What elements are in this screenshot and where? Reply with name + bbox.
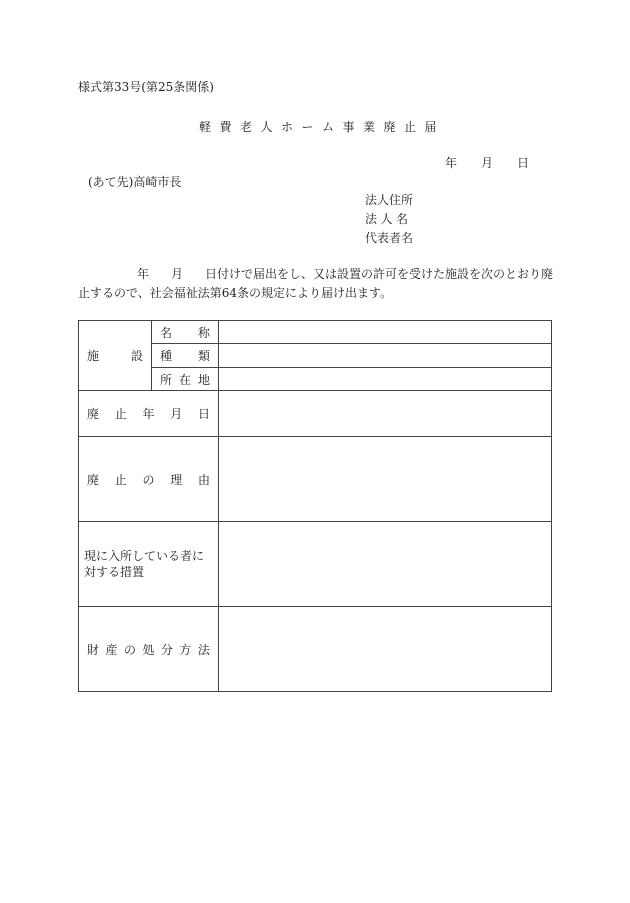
date-month: 月 <box>481 156 494 170</box>
property-label: 財 産 の 処 分 方 法 <box>87 642 210 657</box>
measures-field[interactable] <box>219 522 552 607</box>
statement-line-2: 止するので、社会福祉法第64条の規定により届け出ます。 <box>78 286 393 300</box>
facility-location-label-cell <box>152 368 219 391</box>
table-row <box>79 607 552 692</box>
date-line <box>445 156 529 170</box>
facility-name-field[interactable] <box>219 321 552 344</box>
abolition-date-label: 廃 止 年 月 日 <box>87 407 210 421</box>
form-number: 様式第33号(第25条関係) <box>78 80 214 94</box>
property-label-cell <box>79 607 219 692</box>
applicant-name-label: 法人名 <box>365 212 412 226</box>
table-row <box>79 391 552 437</box>
details-table <box>78 320 552 692</box>
facility-type-field[interactable] <box>219 344 552 368</box>
facility-location-label: 所 在 地 <box>160 372 210 387</box>
document-title: 軽費老人ホーム事業廃止届 <box>199 120 446 134</box>
facility-location-field[interactable] <box>219 368 552 391</box>
facility-label: 施 設 <box>87 349 143 363</box>
date-year: 年 <box>445 156 458 170</box>
facility-type-label-cell <box>152 344 219 368</box>
measures-label: 現に入所している者に対する措置 <box>84 549 205 579</box>
facility-name-label-cell <box>152 321 219 344</box>
measures-label-cell <box>79 522 219 607</box>
table-row <box>79 522 552 607</box>
facility-type-label: 種 類 <box>160 349 210 363</box>
date-day: 日 <box>517 156 530 170</box>
reason-label: 廃 止 の 理 由 <box>87 472 210 487</box>
representative-label: 代表者名 <box>365 231 414 245</box>
facility-name-label: 名 称 <box>160 325 210 340</box>
addressee: (あて先)高崎市長 <box>88 175 182 189</box>
table-row <box>79 321 552 344</box>
statement-month: 月 <box>171 267 184 281</box>
statement-text: 日付けで届出をし、又は設置の許可を受けた施設を次のとおり廃 <box>205 267 554 281</box>
table-row <box>79 437 552 522</box>
property-field[interactable] <box>219 607 552 692</box>
reason-field[interactable] <box>219 437 552 522</box>
reason-label-cell <box>79 437 219 522</box>
applicant-address-label: 法人住所 <box>365 193 414 207</box>
abolition-date-field[interactable] <box>219 391 552 437</box>
statement-year: 年 <box>137 267 150 281</box>
abolition-date-label-cell <box>79 391 219 437</box>
statement-line-1 <box>137 267 553 281</box>
facility-label-cell <box>79 321 152 391</box>
